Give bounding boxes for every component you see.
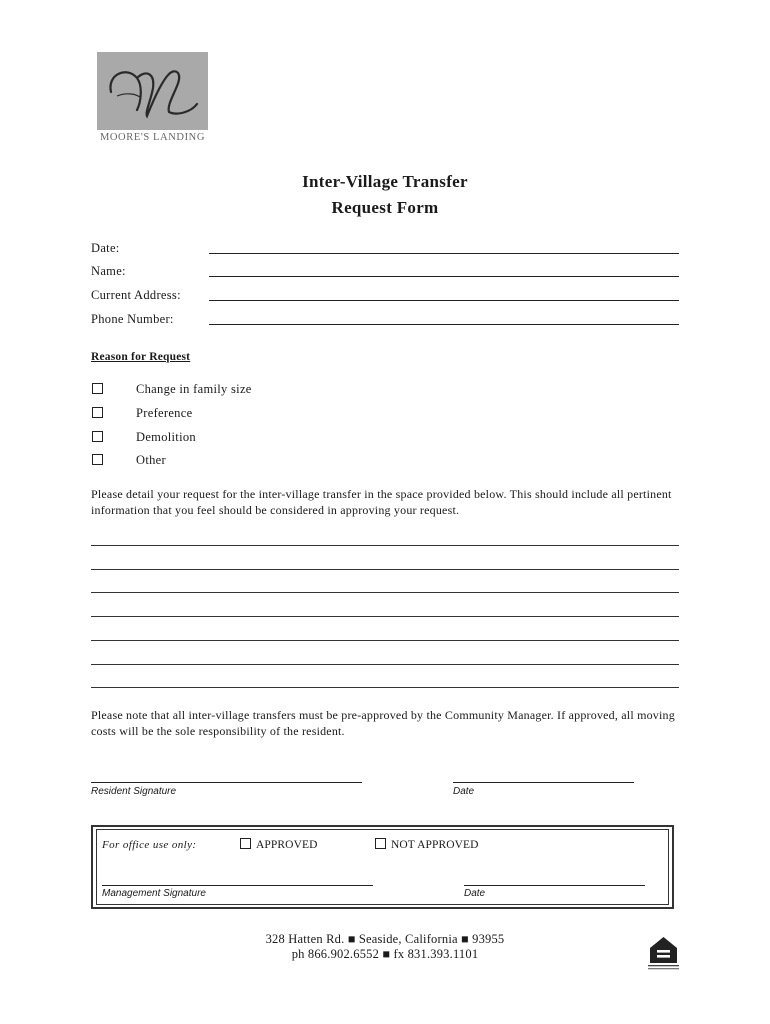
request-line[interactable]: [91, 545, 679, 546]
approved-label: APPROVED: [256, 839, 318, 851]
note-text: Please note that all inter-village transfers must be pre-approved by the Community Manager. If approved, all moving costs will be the sole responsibility of the resident.: [91, 708, 675, 738]
request-line[interactable]: [91, 616, 679, 617]
footer-contact: ph 866.902.6552 ■ fx 831.393.1101: [291, 947, 479, 961]
date-field[interactable]: [209, 253, 679, 254]
address-field[interactable]: [209, 300, 679, 301]
logo-monogram-icon: [97, 52, 208, 130]
management-date-caption: Date: [464, 888, 486, 899]
phone-label: Phone Number:: [91, 312, 174, 326]
instructions-text: Please detail your request for the inter-village transfer in the space provided below. This should include all pertinent information that you feel should be considered in approving your request.: [91, 487, 672, 517]
name-label: Name:: [91, 264, 126, 278]
checkbox-preference[interactable]: [92, 407, 103, 418]
not-approved-checkbox[interactable]: [375, 838, 386, 849]
checkbox-family-size[interactable]: [92, 383, 103, 394]
request-line[interactable]: [91, 592, 679, 593]
office-use-label: For office use only:: [102, 839, 197, 851]
form-title-line2: Request Form: [331, 198, 439, 217]
equal-housing-opportunity-icon: [647, 935, 680, 971]
not-approved-label: NOT APPROVED: [391, 839, 479, 851]
management-signature-line[interactable]: [102, 885, 373, 886]
resident-date-caption: Date: [453, 786, 475, 797]
approved-checkbox[interactable]: [240, 838, 251, 849]
request-line[interactable]: [91, 569, 679, 570]
option-label: Change in family size: [136, 382, 252, 396]
form-title-line1: Inter-Village Transfer: [302, 172, 468, 191]
management-signature-caption: Management Signature: [102, 888, 206, 899]
name-field[interactable]: [209, 276, 679, 277]
resident-signature-line[interactable]: [91, 782, 362, 783]
management-date-line[interactable]: [464, 885, 645, 886]
request-line[interactable]: [91, 640, 679, 641]
resident-date-line[interactable]: [453, 782, 634, 783]
request-line[interactable]: [91, 664, 679, 665]
resident-signature-caption: Resident Signature: [91, 786, 177, 797]
logo: [97, 52, 208, 130]
reason-heading: Reason for Request: [91, 351, 191, 363]
checkbox-demolition[interactable]: [92, 431, 103, 442]
request-line[interactable]: [91, 687, 679, 688]
option-label: Preference: [136, 406, 193, 420]
checkbox-other[interactable]: [92, 454, 103, 465]
address-label: Current Address:: [91, 288, 181, 302]
footer-address: 328 Hatten Rd. ■ Seaside, California ■ 93955: [265, 932, 505, 946]
option-label: Other: [136, 453, 166, 467]
phone-field[interactable]: [209, 324, 679, 325]
option-label: Demolition: [136, 430, 196, 444]
date-label: Date:: [91, 241, 120, 255]
logo-wordmark: MOORE'S LANDING: [99, 132, 206, 143]
